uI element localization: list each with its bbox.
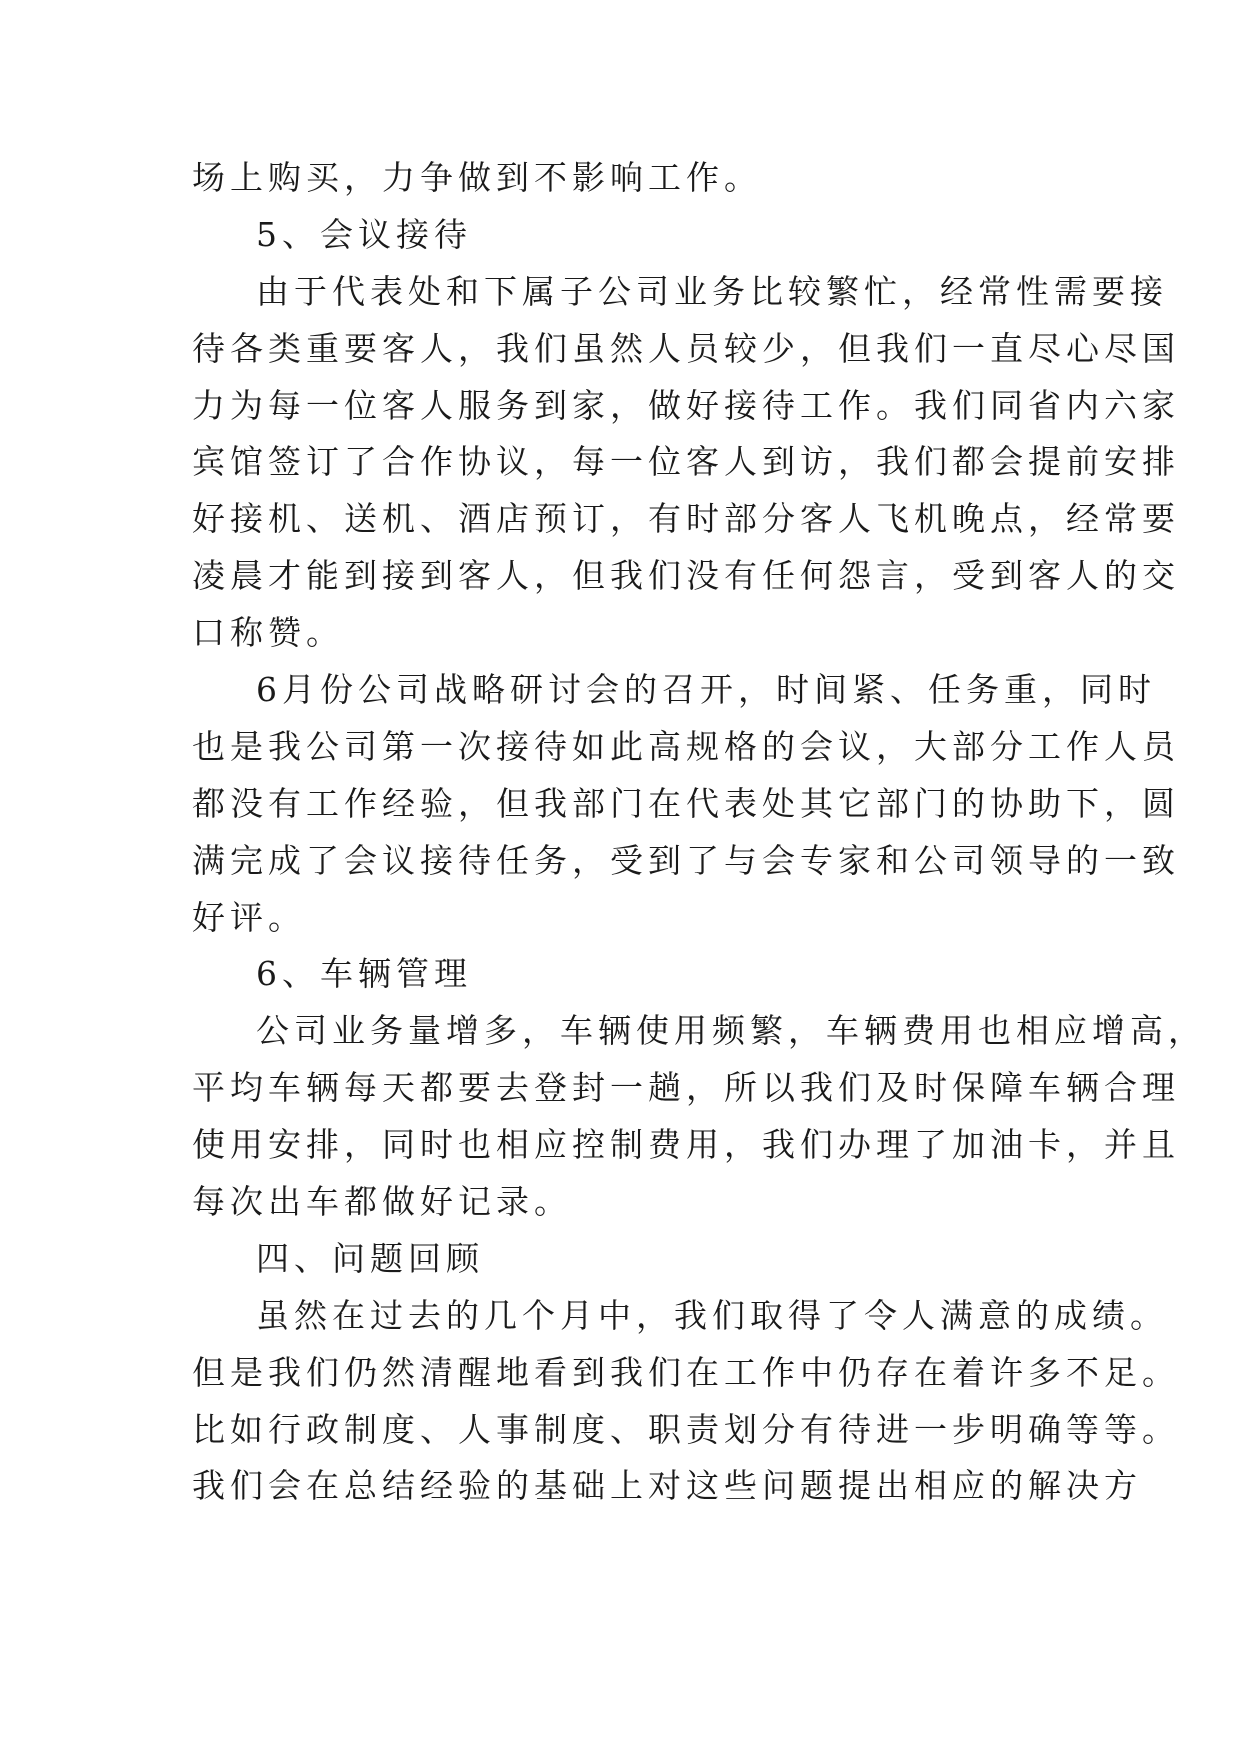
- text-line: 待各类重要客人，我们虽然人员较少，但我们一直尽心尽国: [192, 328, 1180, 368]
- text-line: 我们会在总结经验的基础上对这些问题提出相应的解决方: [192, 1466, 1142, 1506]
- text-line: 虽然在过去的几个月中，我们取得了令人满意的成绩。: [256, 1295, 1168, 1335]
- text-line: 满完成了会议接待任务，受到了与会专家和公司领导的一致: [192, 840, 1180, 880]
- text-line: 6月份公司战略研讨会的召开，时间紧、任务重，同时: [256, 670, 1156, 710]
- text-line: 都没有工作经验，但我部门在代表处其它部门的协助下，圆: [192, 783, 1180, 823]
- text-line: 力为每一位客人服务到家，做好接待工作。我们同省内六家: [192, 385, 1180, 425]
- text-line: 比如行政制度、人事制度、职责划分有待进一步明确等等。: [192, 1409, 1180, 1449]
- text-line: 宾馆签订了合作协议，每一位客人到访，我们都会提前安排: [192, 442, 1180, 482]
- text-line: 公司业务量增多，车辆使用频繁，车辆费用也相应增高，: [256, 1011, 1206, 1051]
- text-line: 好评。: [192, 897, 306, 937]
- text-line: 平均车辆每天都要去登封一趟，所以我们及时保障车辆合理: [192, 1068, 1180, 1108]
- text-line: 场上购买，力争做到不影响工作。: [192, 158, 762, 197]
- document-body: [192, 150, 1206, 1515]
- text-line: 四、问题回顾: [256, 1238, 484, 1278]
- text-line: 但是我们仍然清醒地看到我们在工作中仍存在着许多不足。: [192, 1352, 1180, 1392]
- text-line: 使用安排，同时也相应控制费用，我们办理了加油卡，并且: [192, 1125, 1180, 1165]
- text-line: 口称赞。: [192, 613, 344, 653]
- text-line: 6、车辆管理: [256, 954, 472, 994]
- text-line: 也是我公司第一次接待如此高规格的会议，大部分工作人员: [192, 726, 1180, 766]
- text-line: 好接机、送机、酒店预订，有时部分客人飞机晚点，经常要: [192, 499, 1180, 539]
- text-line: 5、会议接待: [256, 214, 472, 254]
- text-line: 凌晨才能到接到客人，但我们没有任何怨言，受到客人的交: [192, 556, 1180, 596]
- text-line: 每次出车都做好记录。: [192, 1182, 572, 1222]
- text-line: 由于代表处和下属子公司业务比较繁忙，经常性需要接: [256, 271, 1168, 311]
